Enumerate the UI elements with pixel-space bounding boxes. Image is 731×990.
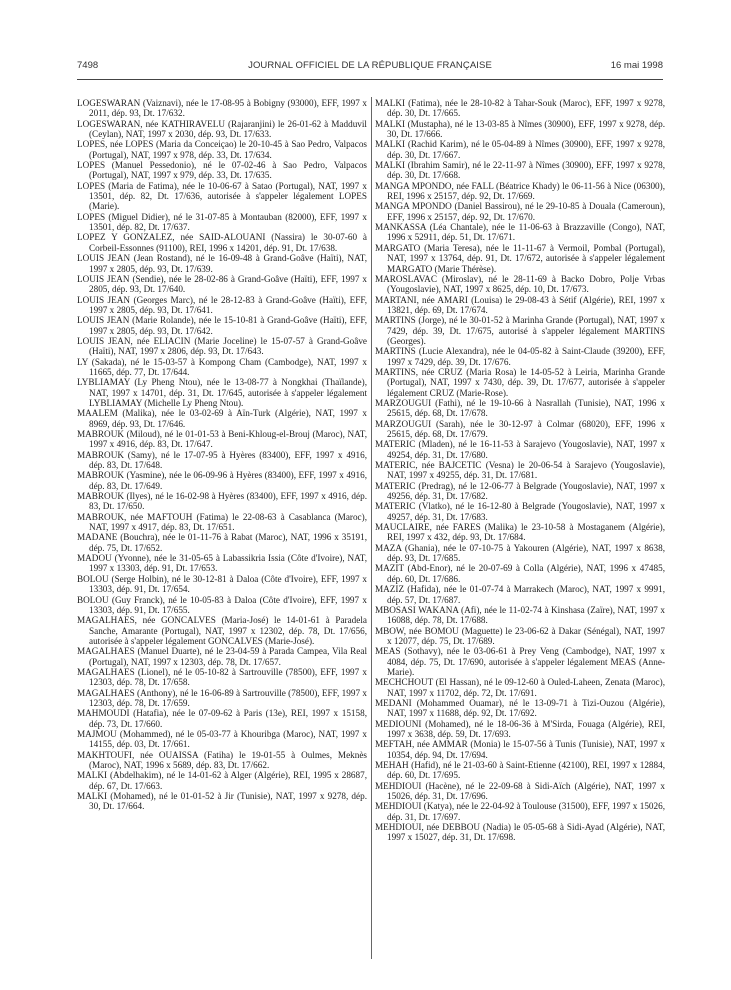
list-item: MADANE (Bouchra), née le 01-11-76 à Rabat (Maroc), NAT, 1996 x 35191, dép. 75, Dt. 17/652. bbox=[77, 532, 367, 553]
list-item: MAGALHAES (Anthony), né le 16-06-89 à Sartrouville (78500), EFF, 1997 x 12303, dép. 78, Dt. 17/659. bbox=[77, 687, 367, 708]
list-item: MAGALHAES, née GONCALVES (Maria-José) le 14-01-61 à Paradela Sanche, Amarante (Portugal), NAT, 1997 x 12302, dép. 78, Dt. 17/656, autorisée à s'appeler légalement GONCALVES (Marie-José). bbox=[77, 615, 367, 646]
list-item: LOUIS JEAN (Marie Rolande), née le 15-10-81 à Grand-Goâve (Haïti), EFF, 1997 x 2805, dép. 93, Dt. 17/642. bbox=[77, 315, 367, 336]
list-item: LOPEZ Y GONZALEZ, née SAID-ALOUANI (Nassira) le 30-07-60 à Corbeil-Essonnes (91100), REI, 1996 x 14201, dép. 91, Dt. 17/638. bbox=[77, 232, 367, 253]
list-item: LOUIS JEAN, née ELIACIN (Marie Joceline) le 15-07-57 à Grand-Goâve (Haïti), NAT, 1997 x 2806, dép. 93, Dt. 17/643. bbox=[77, 335, 367, 357]
list-item: LOUIS JEAN (Jean Rostand), né le 16-09-48 à Grand-Goâve (Haïti), NAT, 1997 x 2805, dép. 93, Dt. 17/639. bbox=[77, 253, 367, 274]
list-item: MALKI (Abdelhakim), né le 14-01-62 à Alger (Algérie), REI, 1995 x 28687, dép. 67, Dt. 17/663. bbox=[77, 770, 367, 791]
list-item: MAROSLAVAC (Miroslav), né le 28-11-69 à Backo Dobro, Polje Vrbas (Yougoslavie), NAT, 1997 x 8625, dép. 10, Dt. 17/673. bbox=[375, 273, 665, 295]
list-item: MAKHTOUFI, née OUAISSA (Fatiha) le 19-01-55 à Oulmes, Meknès (Maroc), NAT, 1996 x 5689, dép. 83, Dt. 17/662. bbox=[77, 749, 367, 770]
list-item: MEHDIOUI, née DEBBOU (Nadia) le 05-05-68 à Sidi-Ayad (Algérie), NAT, 1997 x 15027, dép. 31, Dt. 17/698. bbox=[375, 822, 665, 843]
list-item: MAZIZ (Hafida), née le 01-07-74 à Marrakech (Maroc), NAT, 1997 x 9991, dép. 57, Dt. 17/687. bbox=[375, 584, 665, 605]
list-item: LOPES, née LOPES (Maria da Conceiçao) le 20-10-45 à Sao Pedro, Valpacos (Portugal), NAT, 1997 x 978, dép. 33, Dt. 17/634. bbox=[77, 139, 367, 160]
list-item: MECHCHOUT (El Hassan), né le 09-12-60 à Ouled-Laheen, Zenata (Maroc), NAT, 1997 x 11702, dép. 72, Dt. 17/691. bbox=[375, 677, 665, 698]
list-item: MANKASSA (Léa Chantale), née le 11-06-63 à Brazzaville (Congo), NAT, 1996 x 52911, dép. 51, Dt. 17/671. bbox=[375, 222, 665, 243]
list-item: MAJMOU (Mohammed), né le 05-03-77 à Khouribga (Maroc), NAT, 1997 x 14155, dép. 03, Dt. 17/661. bbox=[77, 728, 367, 750]
list-item: MALKI (Mustapha), né le 13-03-85 à Nîmes (30900), EFF, 1997 x 9278, dép. 30, Dt. 17/666. bbox=[375, 118, 665, 140]
list-item: MEFTAH, née AMMAR (Monia) le 15-07-56 à Tunis (Tunisie), NAT, 1997 x 10354, dép. 94, Dt. 17/694. bbox=[375, 739, 665, 760]
list-item: LOPES (Manuel Pessedonio), né le 07-02-46 à Sao Pedro, Valpacos (Portugal), NAT, 1997 x 979, dép. 33, Dt. 17/635. bbox=[77, 160, 367, 181]
list-item: MARGATO (Maria Teresa), née le 11-11-67 à Vermoil, Pombal (Portugal), NAT, 1997 x 13764, dép. 91, Dt. 17/672, autorisée à s'appeler légalement MARGATO (Marie Thérèse). bbox=[375, 242, 665, 274]
list-item: MABROUK (Miloud), né le 01-01-53 à Beni-Khloug-el-Brouj (Maroc), NAT, 1997 x 4916, dép. 83, Dt. 17/647. bbox=[77, 429, 367, 450]
list-item: LOPES (Miguel Didier), né le 31-07-85 à Montauban (82000), EFF, 1997 x 13501, dép. 82, Dt. 17/637. bbox=[77, 211, 367, 233]
list-item: MAALEM (Malika), née le 03-02-69 à Aïn-Turk (Algérie), NAT, 1997 x 8969, dép. 93, Dt. 17/646. bbox=[77, 408, 367, 429]
page-header bbox=[77, 60, 663, 74]
list-item: MEDIOUNI (Mohamed), né le 18-06-36 à M'Sirda, Fouaga (Algérie), REI, 1997 x 3638, dép. 59, Dt. 17/693. bbox=[375, 718, 665, 739]
list-item: MABROUK (Ilyes), né le 16-02-98 à Hyères (83400), EFF, 1997 x 4916, dép. 83, Dt. 17/650. bbox=[77, 491, 367, 512]
list-item: MADOU (Yvonne), née le 31-05-65 à Labassikria Issia (Côte d'Ivoire), NAT, 1997 x 13303, dép. 91, Dt. 17/653. bbox=[77, 553, 367, 574]
list-item: MATERIC, née BAJCETIC (Vesna) le 20-06-54 à Sarajevo (Yougoslavie), NAT, 1997 x 49255, dép. 31, Dt. 17/681. bbox=[375, 460, 665, 481]
list-item: MBOW, née BOMOU (Maguette) le 23-06-62 à Dakar (Sénégal), NAT, 1997 x 12077, dép. 75, Dt. 17/689. bbox=[375, 625, 665, 646]
list-item: MANGA MPONDO (Daniel Bassirou), né le 29-10-85 à Douala (Cameroun), EFF, 1996 x 25157, dép. 92, Dt. 17/670. bbox=[375, 201, 665, 222]
right-column bbox=[375, 98, 665, 843]
list-item: MALKI (Ibrahim Samir), né le 22-11-97 à Nîmes (30900), EFF, 1997 x 9278, dép. 30, Dt. 17/668. bbox=[375, 160, 665, 181]
list-item: MAHMOUDI (Hatafia), née le 07-09-62 à Paris (13e), REI, 1997 x 15158, dép. 73, Dt. 17/660. bbox=[77, 708, 367, 729]
list-item: LOGESWARAN, née KATHIRAVELU (Rajaranjini) le 26-01-62 à Madduvil (Ceylan), NAT, 1997 x 2030, dép. 93, Dt. 17/633. bbox=[77, 118, 367, 140]
list-item: MARTINS (Lucie Alexandra), née le 04-05-82 à Saint-Claude (39200), EFF, 1997 x 7429, dép. 39, Dt. 17/676. bbox=[375, 346, 665, 367]
list-item: MAGALHAES (Lionel), né le 05-10-82 à Sartrouville (78500), EFF, 1997 x 12303, dép. 78, Dt. 17/658. bbox=[77, 666, 367, 688]
publication-date: 16 mai 1998 bbox=[610, 60, 663, 71]
list-item: MANGA MPONDO, née FALL (Béatrice Khady) le 06-11-56 à Nice (06300), REI, 1996 x 25157, dép. 92, Dt. 17/669. bbox=[375, 180, 665, 202]
list-item: MEHAH (Hafid), né le 21-03-60 à Saint-Etienne (42100), REI, 1997 x 12884, dép. 60, Dt. 17/695. bbox=[375, 760, 665, 781]
list-item: MATERIC (Predrag), né le 12-06-77 à Belgrade (Yougoslavie), NAT, 1997 x 49256, dép. 31, Dt. 17/682. bbox=[375, 480, 665, 502]
list-item: MABROUK, née MAFTOUH (Fatima) le 22-08-63 à Casablanca (Maroc), NAT, 1997 x 4917, dép. 83, Dt. 17/651. bbox=[77, 511, 367, 533]
list-item: BOLOU (Serge Holbin), né le 30-12-81 à Daloa (Côte d'Ivoire), EFF, 1997 x 13303, dép. 91, Dt. 17/654. bbox=[77, 573, 367, 595]
header-rule bbox=[77, 79, 663, 80]
list-item: MALKI (Mohamed), né le 01-01-52 à Jir (Tunisie), NAT, 1997 x 9278, dép. 30, Dt. 17/664. bbox=[77, 791, 367, 812]
list-item: MEHDIOUI (Hacène), né le 22-09-68 à Sidi-Aïch (Algérie), NAT, 1997 x 15026, dép. 31, Dt. 17/696. bbox=[375, 780, 665, 802]
list-item: LOPES (Maria de Fatima), née le 10-06-67 à Satao (Portugal), NAT, 1997 x 13501, dép. 82, Dt. 17/636, autorisée à s'appeler légalement LOPES (Marie). bbox=[77, 180, 367, 212]
list-item: MAGALHAES (Manuel Duarte), né le 23-04-59 à Parada Campea, Vila Real (Portugal), NAT, 1997 x 12303, dép. 78, Dt. 17/657. bbox=[77, 646, 367, 667]
list-item: MAZIT (Abd-Enor), né le 20-07-69 à Colla (Algérie), NAT, 1996 x 47485, dép. 60, Dt. 17/686. bbox=[375, 563, 665, 584]
list-item: MEHDIOUI (Katya), née le 22-04-92 à Toulouse (31500), EFF, 1997 x 15026, dép. 31, Dt. 17/697. bbox=[375, 801, 665, 822]
list-item: LOUIS JEAN (Sendie), née le 28-02-86 à Grand-Goâve (Haïti), EFF, 1997 x 2805, dép. 93, Dt. 17/640. bbox=[77, 273, 367, 295]
list-item: BOLOU (Guy Franck), né le 10-05-83 à Daloa (Côte d'Ivoire), EFF, 1997 x 13303, dép. 91, Dt. 17/655. bbox=[77, 594, 367, 615]
list-item: MABROUK (Samy), né le 17-07-95 à Hyères (83400), EFF, 1997 x 4916, dép. 83, Dt. 17/648. bbox=[77, 449, 367, 471]
list-item: MAZA (Ghania), née le 07-10-75 à Yakouren (Algérie), NAT, 1997 x 8638, dép. 93, Dt. 17/685. bbox=[375, 542, 665, 564]
list-item: MABROUK (Yasmine), née le 06-09-96 à Hyères (83400), EFF, 1997 x 4916, dép. 83, Dt. 17/649. bbox=[77, 470, 367, 491]
list-item: MALKI (Rachid Karim), né le 05-04-89 à Nîmes (30900), EFF, 1997 x 9278, dép. 30, Dt. 17/667. bbox=[375, 139, 665, 160]
list-item: MATERIC (Mladen), né le 16-11-53 à Sarajevo (Yougoslavie), NAT, 1997 x 49254, dép. 31, Dt. 17/680. bbox=[375, 439, 665, 460]
list-item: LY (Sakada), né le 15-03-57 à Kompong Cham (Cambodge), NAT, 1997 x 11665, dép. 77, Dt. 17/644. bbox=[77, 356, 367, 377]
list-item: LYBLIAMAY (Ly Pheng Ntou), née le 13-08-77 à Nongkhai (Thaïlande), NAT, 1997 x 14701, dép. 31, Dt. 17/645, autorisée à s'appeler légalement LYBLIAMAY (Michelle Ly Pheng Ntou). bbox=[77, 377, 367, 408]
list-item: MEDANI (Mohammed Ouamar), né le 13-09-71 à Tizi-Ouzou (Algérie), NAT, 1997 x 11688, dép. 92, Dt. 17/692. bbox=[375, 697, 665, 719]
list-item: MARZOUGUI (Fathi), né le 19-10-66 à Nasrallah (Tunisie), NAT, 1996 x 25615, dép. 68, Dt. 17/678. bbox=[375, 397, 665, 419]
list-item: MARTANI, née AMARI (Louisa) le 29-08-43 à Sétif (Algérie), REI, 1997 x 13821, dép. 69, Dt. 17/674. bbox=[375, 294, 665, 315]
list-item: MARZOUGUI (Sarah), née le 30-12-97 à Colmar (68020), EFF, 1996 x 25615, dép. 68, Dt. 17/679. bbox=[375, 418, 665, 439]
list-item: LOUIS JEAN (Georges Marc), né le 28-12-83 à Grand-Goâve (Haïti), EFF, 1997 x 2805, dép. 93, Dt. 17/641. bbox=[77, 294, 367, 315]
left-column bbox=[77, 98, 367, 812]
list-item: LOGESWARAN (Vaiznavi), née le 17-08-95 à Bobigny (93000), EFF, 1997 x 2011, dép. 93, Dt. 17/632. bbox=[77, 98, 367, 119]
page-number: 7498 bbox=[77, 60, 99, 71]
list-item: MEAS (Sothavy), née le 03-06-61 à Prey Veng (Cambodge), NAT, 1997 x 4084, dép. 75, Dt. 17/690, autorisée à s'appeler légalement MEAS (Anne-Marie). bbox=[375, 646, 665, 677]
list-item: MARTINS (Jorge), né le 30-01-52 à Marinha Grande (Portugal), NAT, 1997 x 7429, dép. 39, Dt. 17/675, autorisé à s'appeler légalement MARTINS (Georges). bbox=[375, 315, 665, 346]
list-item: MBOSASI WAKANA (Afi), née le 11-02-74 à Kinshasa (Zaïre), NAT, 1997 x 16088, dép. 78, Dt. 17/688. bbox=[375, 604, 665, 626]
list-item: MAUCLAIRE, née FARES (Malika) le 23-10-58 à Mostaganem (Algérie), REI, 1997 x 432, dép. 93, Dt. 17/684. bbox=[375, 522, 665, 543]
column-divider bbox=[371, 97, 372, 959]
list-item: MARTINS, née CRUZ (Maria Rosa) le 14-05-52 à Leiria, Marinha Grande (Portugal), NAT, 1997 x 7430, dép. 39, Dt. 17/677, autorisée à s'appeler légalement CRUZ (Marie-Rose). bbox=[375, 366, 665, 398]
list-item: MALKI (Fatima), née le 28-10-82 à Tahar-Souk (Maroc), EFF, 1997 x 9278, dép. 30, Dt. 17/665. bbox=[375, 98, 665, 119]
list-item: MATERIC (Vlatko), né le 16-12-80 à Belgrade (Yougoslavie), NAT, 1997 x 49257, dép. 31, Dt. 17/683. bbox=[375, 501, 665, 522]
journal-title: JOURNAL OFFICIEL DE LA RÉPUBLIQUE FRANÇAISE bbox=[248, 60, 492, 71]
